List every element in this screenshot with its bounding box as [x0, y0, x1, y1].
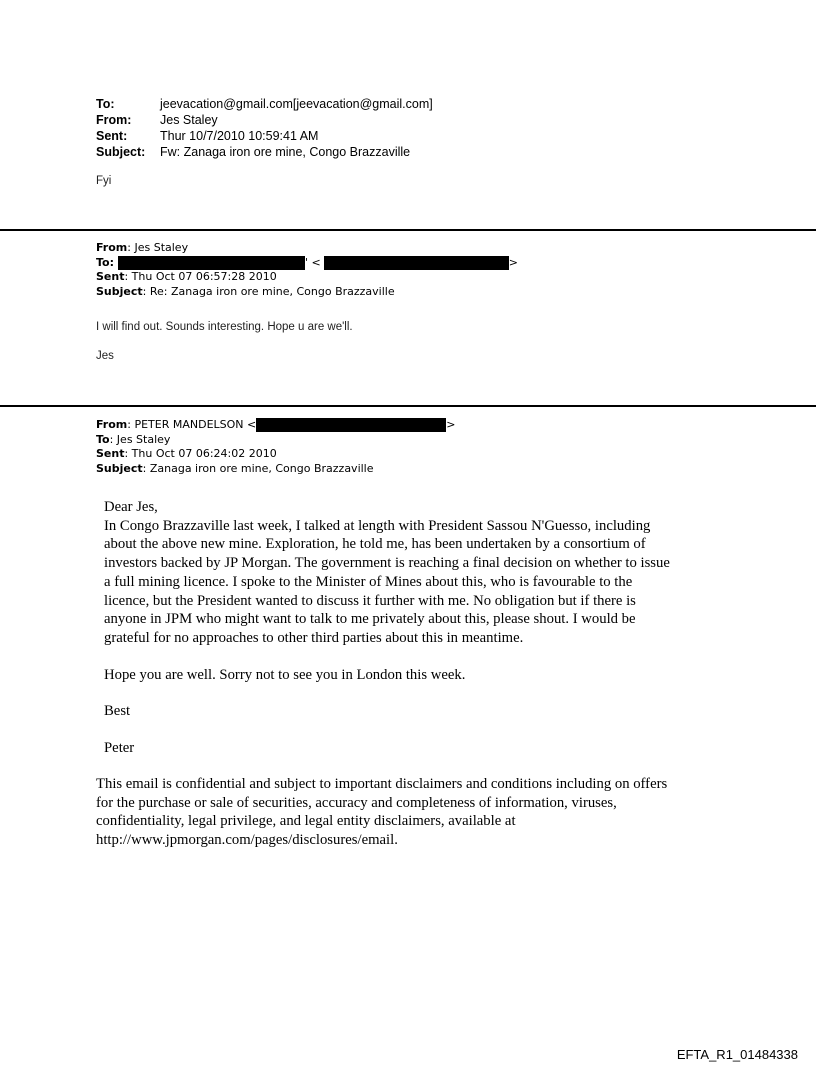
disclaimer-line: This email is confidential and subject to important disclaimers and conditions including on offers [96, 776, 668, 792]
email3-header [96, 418, 455, 476]
email1-sent-row [96, 128, 433, 144]
from-value: : PETER MANDELSON < [127, 418, 257, 432]
sent-value: Thur 10/7/2010 10:59:41 AM [160, 129, 319, 143]
sent-label: Sent [96, 270, 125, 284]
subject-label: Subject [96, 461, 143, 475]
subject-label: Subject [96, 284, 143, 298]
email2-sent-row [96, 270, 518, 285]
body-line: investors backed by JP Morgan. The government is reaching a final decision on whether to issue [104, 555, 670, 572]
from-label: From [96, 418, 128, 432]
sent-label: Sent [96, 447, 125, 461]
body-line: licence, but the President wanted to discuss it further with me. No obligation but if there is [104, 592, 636, 609]
to-value: jeevacation@gmail.com[jeevacation@gmail.com] [160, 97, 433, 111]
subject-label: Subject: [96, 145, 146, 159]
email1-body: Fyi [96, 175, 112, 187]
signature: Peter [104, 740, 135, 757]
email3-from-row [96, 418, 455, 433]
email1-header [96, 96, 433, 160]
email3-to-row [96, 433, 455, 448]
from-label: From: [96, 113, 132, 127]
from-label: From [96, 241, 128, 255]
from-bracket-close: > [446, 418, 456, 432]
body-line: anyone in JPM who might want to talk to me privately about this, please shout. I would be [104, 611, 636, 628]
disclaimer [96, 775, 667, 850]
from-value: Jes Staley [160, 113, 218, 127]
redaction-bar [324, 256, 509, 270]
from-value: : Jes Staley [127, 241, 189, 255]
to-value: : Jes Staley [109, 432, 171, 446]
greeting: Dear Jes, [104, 499, 158, 515]
to-label: To: [96, 97, 115, 111]
disclaimer-line: for the purchase or sale of securities, accuracy and completeness of information, viruses, [96, 794, 617, 811]
to-label: To [96, 432, 110, 446]
body-line: grateful for no approaches to other third parties about this in meantime. [104, 629, 524, 646]
redaction-bar [256, 418, 446, 432]
to-colon: : [109, 255, 115, 269]
body-paragraph-2: Hope you are well. Sorry not to see you in London this week. [104, 666, 466, 683]
email2-signoff: Jes [96, 350, 114, 362]
subject-value: : Zanaga iron ore mine, Congo Brazzaville [142, 461, 374, 475]
sent-label: Sent: [96, 129, 128, 143]
email2-from-row [96, 241, 518, 256]
email1-to-row [96, 96, 433, 112]
email3-body [104, 498, 744, 758]
to-bracket-open: ' < [305, 255, 321, 269]
body-line: about the above new mine. Exploration, he told me, has been undertaken by a consortium of [104, 536, 646, 553]
subject-value: Fw: Zanaga iron ore mine, Congo Brazzaville [160, 145, 411, 159]
email3-subject-row [96, 462, 455, 477]
disclaimer-url: http://www.jpmorgan.com/pages/disclosures/email. [96, 832, 398, 849]
body-line: In Congo Brazzaville last week, I talked at length with President Sassou N'Guesso, including [104, 517, 651, 534]
redaction-bar [118, 256, 305, 270]
to-bracket-close: > [508, 255, 518, 269]
email2-body: I will find out. Sounds interesting. Hope u are we'll. [96, 321, 353, 333]
email3-sent-row [96, 447, 455, 462]
email1-subject-row [96, 144, 433, 160]
email2-to-row [96, 256, 518, 271]
divider-1 [0, 229, 816, 231]
email1-from-row [96, 112, 433, 128]
sent-value: : Thu Oct 07 06:57:28 2010 [124, 270, 277, 284]
disclaimer-line: confidentiality, legal privilege, and legal entity disclaimers, available at [96, 813, 516, 830]
subject-value: : Re: Zanaga iron ore mine, Congo Brazzaville [142, 284, 395, 298]
to-label: To [96, 255, 110, 269]
email2-header [96, 241, 518, 299]
bates-number: EFTA_R1_01484338 [676, 1047, 798, 1062]
divider-2 [0, 405, 816, 407]
closing: Best [104, 703, 131, 720]
body-line: a full mining licence. I spoke to the Minister of Mines about this, who is favourable to the [104, 573, 633, 590]
email2-subject-row [96, 285, 518, 300]
sent-value: : Thu Oct 07 06:24:02 2010 [124, 447, 277, 461]
body-paragraph-1 [104, 517, 744, 648]
